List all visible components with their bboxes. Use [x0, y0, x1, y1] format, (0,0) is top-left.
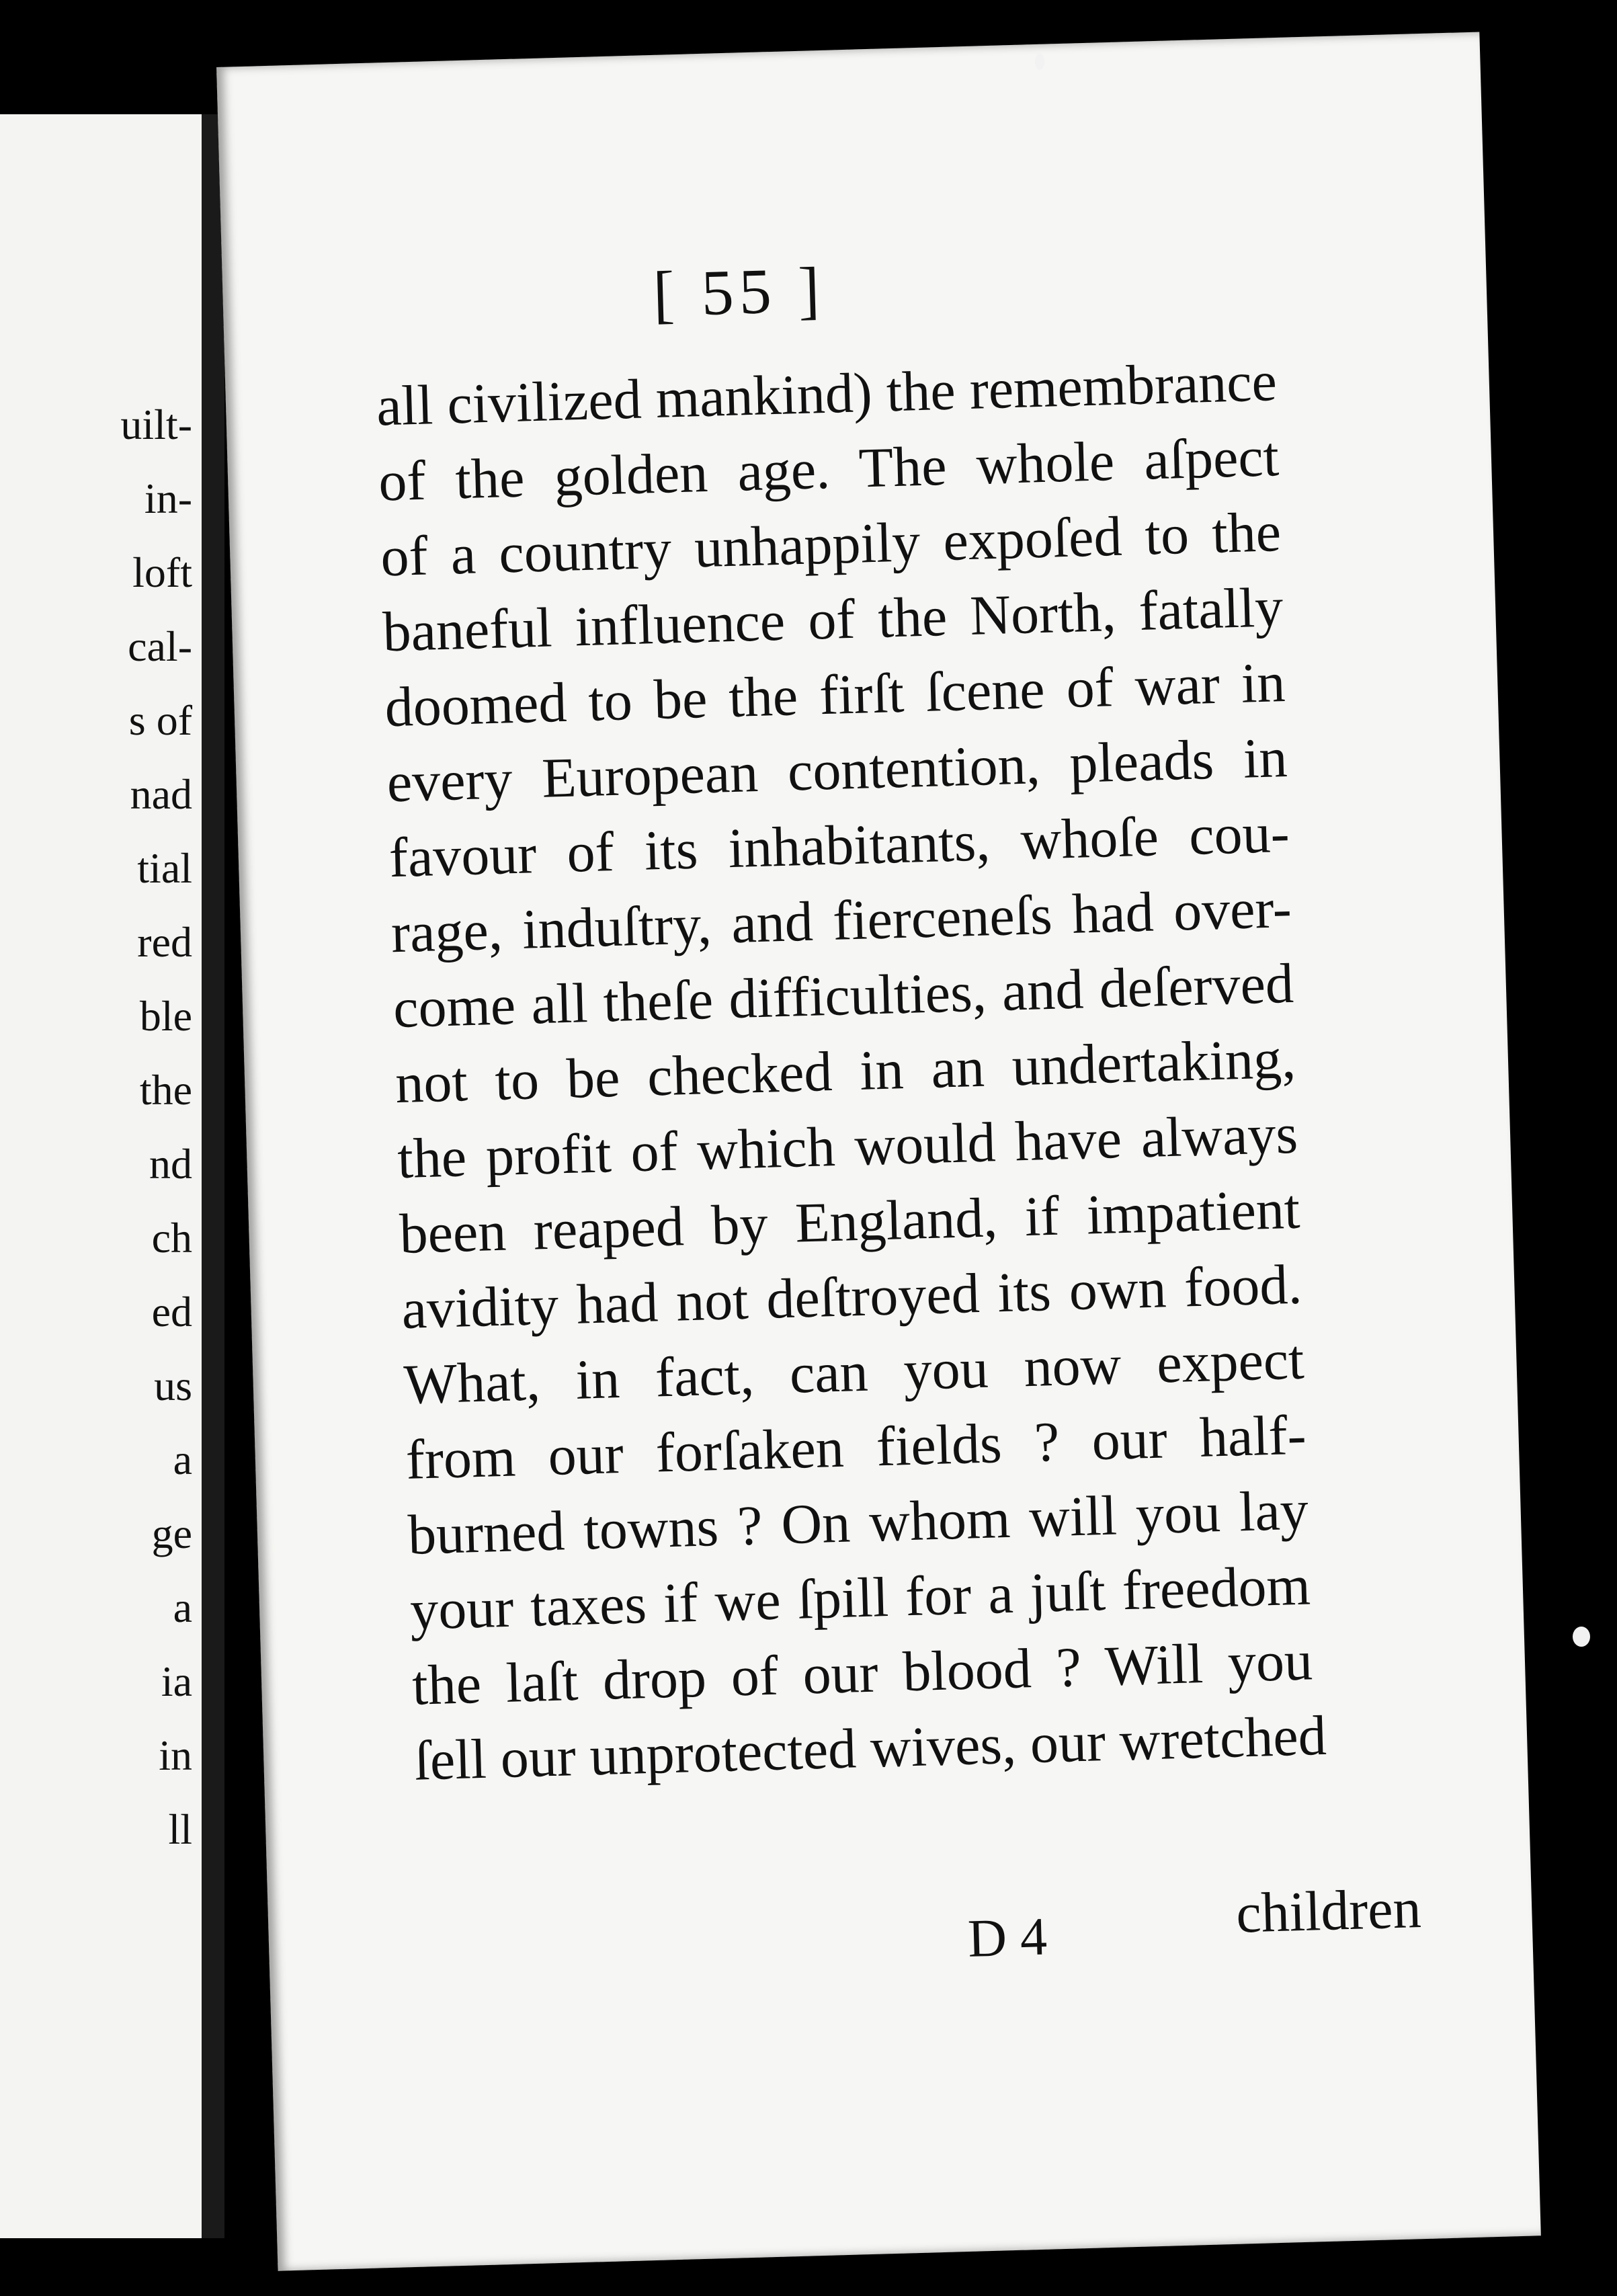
- scan-speck: [1573, 1627, 1590, 1647]
- text-line: come all theſe difficulties, and deſerved: [392, 952, 1294, 1040]
- left-line-fragment: loft: [132, 548, 192, 596]
- text-line: your taxes if we ſpill for a juſt freedom: [409, 1554, 1312, 1642]
- left-line-fragment: ch: [151, 1214, 192, 1262]
- left-line-fragment: red: [137, 918, 192, 966]
- left-line-fragment: cal-: [128, 622, 192, 670]
- text-line: from our forſaken fields ? our half-: [405, 1403, 1307, 1491]
- text-line: rage, induſtry, and fierceneſs had over-: [390, 876, 1292, 965]
- text-line: ſell our unprotected wives, our wretched: [413, 1704, 1327, 1793]
- left-line-fragment: ia: [161, 1657, 192, 1705]
- left-line-fragment: us: [154, 1362, 192, 1409]
- right-page: [216, 32, 1541, 2271]
- left-line-fragment: tial: [137, 844, 192, 892]
- text-line: been reaped by England, if impatient: [399, 1178, 1301, 1266]
- text-line: not to be checked in an undertaking,: [395, 1027, 1297, 1116]
- text-line: doomed to be the firſt ſcene of war in: [384, 651, 1286, 739]
- text-line: every European contention, pleads in: [386, 726, 1288, 815]
- left-page: [0, 114, 204, 2238]
- left-line-fragment: ed: [151, 1288, 192, 1336]
- left-line-fragment: ge: [151, 1510, 192, 1557]
- left-line-fragment: s of: [128, 696, 192, 744]
- text-line: of a country unhappily expoſed to the: [380, 501, 1282, 589]
- text-line: favour of its inhabitants, whoſe cou-: [388, 801, 1290, 890]
- book-gutter: [202, 114, 224, 2238]
- left-line-fragment: a: [173, 1584, 192, 1631]
- scan-speck: [1035, 54, 1044, 70]
- text-line: avidity had not deſtroyed its own food.: [401, 1253, 1303, 1342]
- text-line: baneful influence of the North, fatally: [382, 576, 1284, 664]
- text-line: burned towns ? On whom will you lay: [407, 1479, 1309, 1567]
- left-line-fragment: in: [159, 1731, 192, 1779]
- catchword: children: [1235, 1877, 1422, 1945]
- text-line: of the golden age. The whole aſpect: [378, 425, 1280, 514]
- left-line-fragment: a: [173, 1436, 192, 1483]
- text-line: the profit of which would have always: [397, 1102, 1299, 1191]
- left-line-fragment: uilt-: [120, 401, 192, 448]
- left-line-fragment: ble: [139, 992, 192, 1040]
- signature-mark: D 4: [966, 1907, 1048, 1969]
- page-number-header: [ 55 ]: [652, 253, 827, 330]
- left-line-fragment: nd: [149, 1140, 192, 1188]
- left-line-fragment: nad: [130, 770, 192, 818]
- text-line: the laſt drop of our blood ? Will you: [411, 1629, 1314, 1717]
- text-line: all civilized mankind) the remembrance: [375, 350, 1278, 438]
- left-line-fragment: the: [139, 1066, 192, 1114]
- left-line-fragment: ll: [168, 1805, 192, 1853]
- left-line-fragment: in-: [144, 475, 192, 522]
- text-line: What, in fact, can you now expect: [403, 1328, 1305, 1416]
